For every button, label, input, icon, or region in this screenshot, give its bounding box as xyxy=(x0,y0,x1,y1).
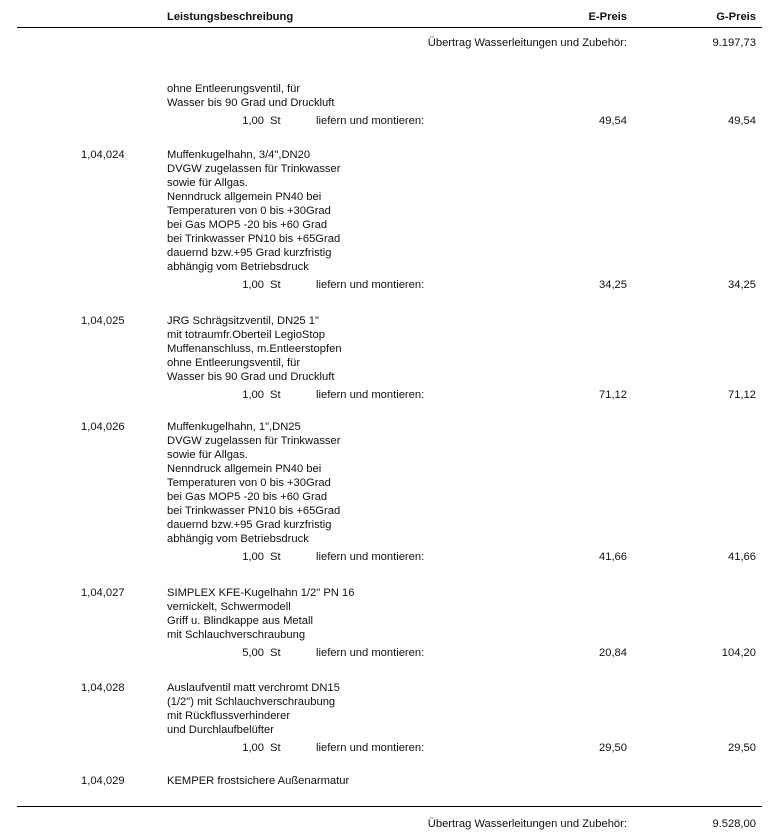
description-line: Auslaufventil matt verchromt DN15 xyxy=(167,682,340,694)
unit-price: 41,66 xyxy=(599,551,627,563)
description-line: bei Gas MOP5 -20 bis +60 Grad xyxy=(167,219,328,231)
quantity: 1,00 xyxy=(242,279,264,291)
description-line: ohne Entleerungsventil, für xyxy=(167,357,301,369)
description-line: (1/2") mit Schlauchverschraubung xyxy=(167,696,336,708)
description-line: mit Rückflussverhinderer xyxy=(167,710,291,722)
carry-over-bottom-label: Übertrag Wasserleitungen und Zubehör: xyxy=(427,818,627,830)
description-line: DVGW zugelassen für Trinkwasser xyxy=(167,435,341,447)
description-line: mit Schlauchverschraubung xyxy=(167,629,306,641)
position-number: 1,04,026 xyxy=(81,421,125,433)
description-line: bei Trinkwasser PN10 bis +65Grad xyxy=(167,505,341,517)
description-line: dauernd bzw.+95 Grad kurzfristig xyxy=(167,247,332,259)
position-number: 1,04,025 xyxy=(81,315,125,327)
action-text: liefern und montieren: xyxy=(316,279,425,291)
position-number: 1,04,024 xyxy=(81,149,125,161)
description-line: Temperaturen von 0 bis +30Grad xyxy=(167,477,331,489)
total-price: 41,66 xyxy=(728,551,756,563)
unit-price: 34,25 xyxy=(599,279,627,291)
description-line: DVGW zugelassen für Trinkwasser xyxy=(167,163,341,175)
unit-price: 71,12 xyxy=(599,389,627,401)
description-line: und Durchlaufbelüfter xyxy=(167,724,274,736)
total-price: 49,54 xyxy=(728,115,756,127)
unit: St xyxy=(270,647,281,659)
description-line: ohne Entleerungsventil, für xyxy=(167,83,301,95)
quantity: 1,00 xyxy=(242,389,264,401)
description-line: Muffenkugelhahn, 3/4",DN20 xyxy=(167,149,311,161)
total-price: 71,12 xyxy=(728,389,756,401)
unit-price: 49,54 xyxy=(599,115,627,127)
description-line: mit totraumfr.Oberteil LegioStop xyxy=(167,329,325,341)
action-text: liefern und montieren: xyxy=(316,551,425,563)
header-description: Leistungsbeschreibung xyxy=(167,11,294,23)
unit-price: 20,84 xyxy=(599,647,627,659)
description-line: Wasser bis 90 Grad und Druckluft xyxy=(167,371,335,383)
action-text: liefern und montieren: xyxy=(316,742,425,754)
description-line: Griff u. Blindkappe aus Metall xyxy=(167,615,313,627)
unit: St xyxy=(270,551,281,563)
description-line: sowie für Allgas. xyxy=(167,449,248,461)
description-line: vernickelt, Schwermodell xyxy=(167,601,291,613)
action-text: liefern und montieren: xyxy=(316,389,425,401)
position-number: 1,04,029 xyxy=(81,775,125,787)
description-line: JRG Schrägsitzventil, DN25 1" xyxy=(167,315,319,327)
action-text: liefern und montieren: xyxy=(316,647,425,659)
header-unit-price: E-Preis xyxy=(588,11,627,23)
description-line: bei Trinkwasser PN10 bis +65Grad xyxy=(167,233,341,245)
description-line: dauernd bzw.+95 Grad kurzfristig xyxy=(167,519,332,531)
description-line: Nenndruck allgemein PN40 bei xyxy=(167,191,322,203)
header-divider xyxy=(17,27,762,28)
description-line: bei Gas MOP5 -20 bis +60 Grad xyxy=(167,491,328,503)
description-line: Muffenanschluss, m.Entleerstopfen xyxy=(167,343,342,355)
unit-price: 29,50 xyxy=(599,742,627,754)
description-line: SIMPLEX KFE-Kugelhahn 1/2" PN 16 xyxy=(167,587,355,599)
carry-over-bottom-value: 9.528,00 xyxy=(712,818,756,830)
total-price: 29,50 xyxy=(728,742,756,754)
unit: St xyxy=(270,742,281,754)
quantity: 1,00 xyxy=(242,115,264,127)
unit: St xyxy=(270,279,281,291)
description-line: Temperaturen von 0 bis +30Grad xyxy=(167,205,331,217)
description-line: abhängig vom Betriebsdruck xyxy=(167,261,309,273)
carry-over-top-label: Übertrag Wasserleitungen und Zubehör: xyxy=(427,37,627,49)
total-price: 34,25 xyxy=(728,279,756,291)
description-line: sowie für Allgas. xyxy=(167,177,248,189)
footer-divider xyxy=(17,806,762,807)
position-number: 1,04,028 xyxy=(81,682,125,694)
description-line: Muffenkugelhahn, 1",DN25 xyxy=(167,421,301,433)
carry-over-top-value: 9.197,73 xyxy=(712,37,756,49)
quantity: 5,00 xyxy=(242,647,264,659)
description-line: KEMPER frostsichere Außenarmatur xyxy=(167,775,350,787)
description-line: Nenndruck allgemein PN40 bei xyxy=(167,463,322,475)
header-total-price: G-Preis xyxy=(716,11,756,23)
unit: St xyxy=(270,115,281,127)
position-number: 1,04,027 xyxy=(81,587,125,599)
total-price: 104,20 xyxy=(721,647,756,659)
quantity: 1,00 xyxy=(242,551,264,563)
description-line: Wasser bis 90 Grad und Druckluft xyxy=(167,97,335,109)
quantity: 1,00 xyxy=(242,742,264,754)
unit: St xyxy=(270,389,281,401)
action-text: liefern und montieren: xyxy=(316,115,425,127)
description-line: abhängig vom Betriebsdruck xyxy=(167,533,309,545)
